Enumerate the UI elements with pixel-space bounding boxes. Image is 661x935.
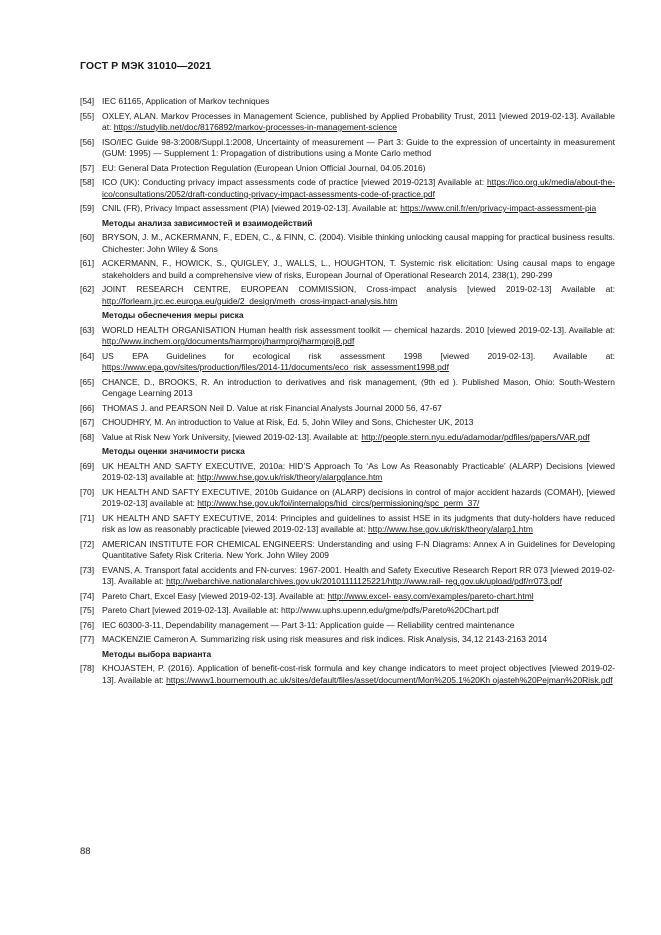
reference-item	[80, 325, 615, 348]
reference-text	[102, 539, 615, 562]
reference-number: [71]	[80, 512, 95, 523]
bibliography-list	[80, 96, 615, 689]
reference-item	[80, 377, 615, 400]
reference-text	[102, 432, 615, 444]
reference-text-segment: Value at Risk New York University, [viewed 2019-02-13]. Available at:	[102, 431, 362, 442]
reference-text	[102, 663, 615, 686]
reference-text	[102, 565, 615, 588]
reference-text-segment: UK HEALTH AND SAFTY EXECUTIVE, 2014: Principles and guidelines to assist HSE in its judgments that duty-holders have reduced risk as low as reasonably practicable [viewed 2019-02-13] available at:	[102, 512, 615, 534]
reference-text	[102, 377, 615, 400]
reference-text-segment: MACKENZIE Cameron A. Summarizing risk using risk measures and risk indices. Risk Analysis, 34,12 2143-2163 2014	[102, 634, 548, 644]
reference-number: [57]	[80, 162, 95, 173]
reference-item	[80, 111, 615, 134]
reference-number: [55]	[80, 110, 95, 121]
reference-text	[102, 284, 615, 307]
page-number: 88	[80, 846, 91, 857]
section-heading: Методы оценки значимости риска	[102, 446, 245, 456]
reference-item	[80, 417, 615, 429]
reference-item	[80, 634, 615, 646]
reference-item	[80, 137, 615, 160]
reference-text	[102, 513, 615, 536]
reference-item	[80, 96, 615, 108]
reference-number: [75]	[80, 605, 95, 615]
reference-item	[80, 461, 615, 484]
reference-item	[80, 258, 615, 281]
reference-number: [64]	[80, 350, 95, 361]
reference-item	[80, 403, 615, 415]
reference-item	[80, 177, 615, 200]
reference-link[interactable]: https://ico.org.uk/media/about-the-ico/consultations/2052/draft-conducting-privacy-impact-assessments-code-of-practice.pdf	[102, 177, 615, 199]
reference-number: [66]	[80, 402, 95, 413]
reference-text	[102, 163, 615, 175]
reference-number: [77]	[80, 634, 95, 644]
reference-text	[102, 177, 615, 200]
section-heading: Методы выбора варианта	[102, 648, 212, 659]
reference-number: [54]	[80, 96, 95, 106]
reference-item	[80, 539, 615, 562]
reference-text	[102, 351, 615, 374]
reference-text-segment: AMERICAN INSTITUTE FOR CHEMICAL ENGINEERS: Understanding and using F-N Diagrams: Annex A in Guidelines for Developing Quantitative Safety Risk Criteria. New York. John Wiley 2009	[102, 538, 615, 560]
reference-link[interactable]: http://www.hse.gov.uk/foi/internalops/hid_circs/permissioning/spc_perm_37/	[197, 498, 480, 508]
section-heading: Методы анализа зависимостей и взаимодействий	[102, 217, 313, 228]
reference-number: [61]	[80, 258, 95, 268]
reference-link[interactable]: https://www.cnil.fr/en/privacy-impact-assessment-pia	[400, 203, 597, 213]
reference-number: [60]	[80, 232, 95, 242]
reference-text-segment: THOMAS J. and PEARSON Neil D. Value at risk Financial Analysts Journal 2000 56, 47-67	[102, 402, 442, 413]
reference-number: [62]	[80, 284, 95, 294]
reference-number: [63]	[80, 324, 95, 335]
reference-text-segment: US EPA Guidelines for ecological risk assessment 1998 [viewed 2019-02-13]. Available at:	[102, 350, 615, 361]
reference-item	[80, 351, 615, 374]
reference-text	[102, 111, 615, 134]
reference-number: [58]	[80, 177, 95, 187]
reference-text	[102, 403, 615, 415]
reference-link[interactable]: http://webarchive.nationalarchives.gov.uk/20101111125221/http://www.rail- reg.gov.uk/upload/pdf/rr073.pdf	[166, 576, 562, 586]
reference-text	[102, 591, 615, 603]
reference-link[interactable]: https://www1.bournemouth.ac.uk/sites/default/files/asset/document/Mon%205.1%20Kh ojasteh%20Pejman%20Risk.pdf	[166, 674, 613, 685]
reference-item	[80, 487, 615, 510]
document-header: ГОСТ Р МЭК 31010—2021	[80, 60, 212, 72]
reference-text-segment: KHOJASTEH, P. (2016). Application of benefit-cost-risk formula and key change indicators to meet project objectives [viewed 2019-02-13]. Available at:	[102, 663, 615, 685]
reference-text-segment: BRYSON, J. M., ACKERMANN, F., EDEN, C., & FINN, C. (2004). Visible thinking unlocking causal mapping for practical business results. Chichester: John Wiley & Sons	[102, 232, 615, 254]
reference-number: [67]	[80, 417, 95, 427]
reference-text	[102, 137, 615, 160]
reference-text-segment: ISO/IEC Guide 98-3:2008/Suppl.1:2008, Uncertainty of measurement — Part 3: Guide to the expression of uncertainty in measurement (GUM: 1995) — Supplement 1: Propagation of distributions using a Monte Carlo method	[102, 136, 615, 158]
reference-text	[102, 620, 615, 632]
reference-number: [68]	[80, 431, 95, 442]
reference-link[interactable]: http://forlearn.jrc.ec.europa.eu/guide/2_design/meth_cross-impact-analysis.htm	[102, 295, 398, 306]
reference-link[interactable]: http://www.hse.gov.uk/risk/theory/alarp1.htm	[367, 524, 533, 534]
reference-number: [69]	[80, 460, 95, 471]
reference-text	[102, 325, 615, 348]
reference-text-segment: IEC 60300-3-11, Dependability management — Part 3-11: Application guide — Reliability centred maintenance	[102, 619, 515, 630]
reference-number: [76]	[80, 619, 95, 630]
reference-text	[102, 487, 615, 510]
reference-item	[80, 663, 615, 686]
reference-text-segment: CHOUDHRY, M. An introduction to Value at Risk, Ed. 5, John Wiley and Sons, Chichester UK, 2013	[102, 417, 474, 427]
reference-text	[102, 634, 615, 646]
section-heading: Методы обеспечения меры риска	[102, 310, 244, 320]
reference-number: [72]	[80, 538, 95, 549]
reference-item	[80, 565, 615, 588]
reference-item	[80, 605, 615, 617]
reference-text-segment: EVANS, A. Transport fatal accidents and FN-curves: 1967-2001. Health and Safety Executive Research Report RR 073 [viewed 2019-02-13]. Available at:	[102, 564, 615, 586]
reference-number: [59]	[80, 203, 95, 213]
reference-text-segment: ACKERMANN, F., HOWICK, S., QUIGLEY, J., WALLS, L., HOUGHTON, T. Systemic risk elicitation: Using causal maps to engage stakeholders and build a comprehensive view of risks, European Journal of Operational Research 2014, 238(1), 290-299	[102, 258, 615, 280]
reference-item	[80, 513, 615, 536]
reference-text-segment: OXLEY, ALAN. Markov Processes in Management Science, published by Applied Probability Trust, 2011 [viewed 2019-02-13]. Available at:	[102, 110, 615, 132]
reference-item	[80, 203, 615, 215]
reference-item	[80, 284, 615, 307]
reference-link[interactable]: http://www.hse.gov.uk/risk/theory/alarpglance.htm	[197, 472, 383, 482]
reference-text	[102, 417, 615, 429]
reference-link[interactable]: http://people.stern.nyu.edu/adamodar/pdfiles/papers/VAR.pdf	[361, 431, 590, 442]
reference-text-segment: EU: General Data Protection Regulation (European Union Official Journal, 04.05.2016)	[102, 162, 426, 173]
reference-text-segment: CNIL (FR), Privacy Impact assessment (PIA) [viewed 2019-02-13]. Available at:	[102, 203, 401, 213]
reference-text	[102, 605, 615, 617]
reference-item	[80, 232, 615, 255]
reference-text-segment: Pareto Chart [viewed 2019-02-13]. Available at: http://www.uphs.upenn.edu/gme/pdfs/Pareto%20Chart.pdf	[102, 605, 499, 615]
reference-link[interactable]: http://www.inchem.org/documents/harmproj/harmproj/harmproj8.pdf	[102, 336, 355, 346]
reference-number: [74]	[80, 590, 95, 601]
reference-text-segment: WORLD HEALTH ORGANISATION Human health risk assessment toolkit — chemical hazards. 2010 [viewed 2019-02-13]. Available at:	[102, 324, 615, 335]
reference-text-segment: CHANCE, D., BROOKS, R. An introduction to derivatives and risk management, (9th ed ). Published Mason, Ohio: South-Western Cengage Learning 2013	[102, 376, 615, 398]
reference-link[interactable]: https://www.epa.gov/sites/production/files/2014-11/documents/eco_risk_assessment1998.pdf	[102, 362, 449, 372]
reference-text	[102, 232, 615, 255]
reference-text-segment: UK HEALTH AND SAFTY EXECUTIVE, 2010b Guidance on (ALARP) decisions in control of major accident hazards (COMAH), [viewed 2019-02-13] available at:	[102, 486, 615, 508]
reference-item	[80, 591, 615, 603]
reference-number: [70]	[80, 486, 95, 497]
reference-item	[80, 432, 615, 444]
reference-text	[102, 461, 615, 484]
reference-text	[102, 203, 615, 215]
reference-text-segment: ICO (UK): Conducting privacy impact assessments code of practice [viewed 2019-0213] Available at:	[102, 177, 487, 187]
reference-link[interactable]: https://studylib.net/doc/8176892/markov-processes-in-management-science	[113, 122, 398, 132]
reference-text	[102, 96, 615, 108]
reference-text-segment: Pareto Chart, Excel Easy [viewed 2019-02-13]. Available at:	[102, 590, 328, 601]
reference-text-segment: UK HEALTH AND SAFTY EXECUTIVE, 2010a: HID’S Approach To ‘As Low As Reasonably Practicable’ (ALARP) Decisions [viewed 2019-02-13] available at:	[102, 460, 615, 482]
reference-link[interactable]: http://www.excel- easy.com/examples/pareto-chart.html	[327, 590, 534, 601]
reference-text	[102, 258, 615, 281]
reference-text-segment: IEC 61165, Application of Markov techniques	[102, 96, 270, 106]
reference-item	[80, 163, 615, 175]
reference-number: [65]	[80, 376, 95, 387]
reference-number: [73]	[80, 564, 95, 575]
reference-number: [56]	[80, 136, 95, 147]
reference-text-segment: JOINT RESEARCH CENTRE, EUROPEAN COMMISSION, Cross-impact analysis [viewed 2019-02-13] Available at:	[102, 284, 615, 294]
reference-number: [78]	[80, 663, 95, 673]
reference-item	[80, 620, 615, 632]
